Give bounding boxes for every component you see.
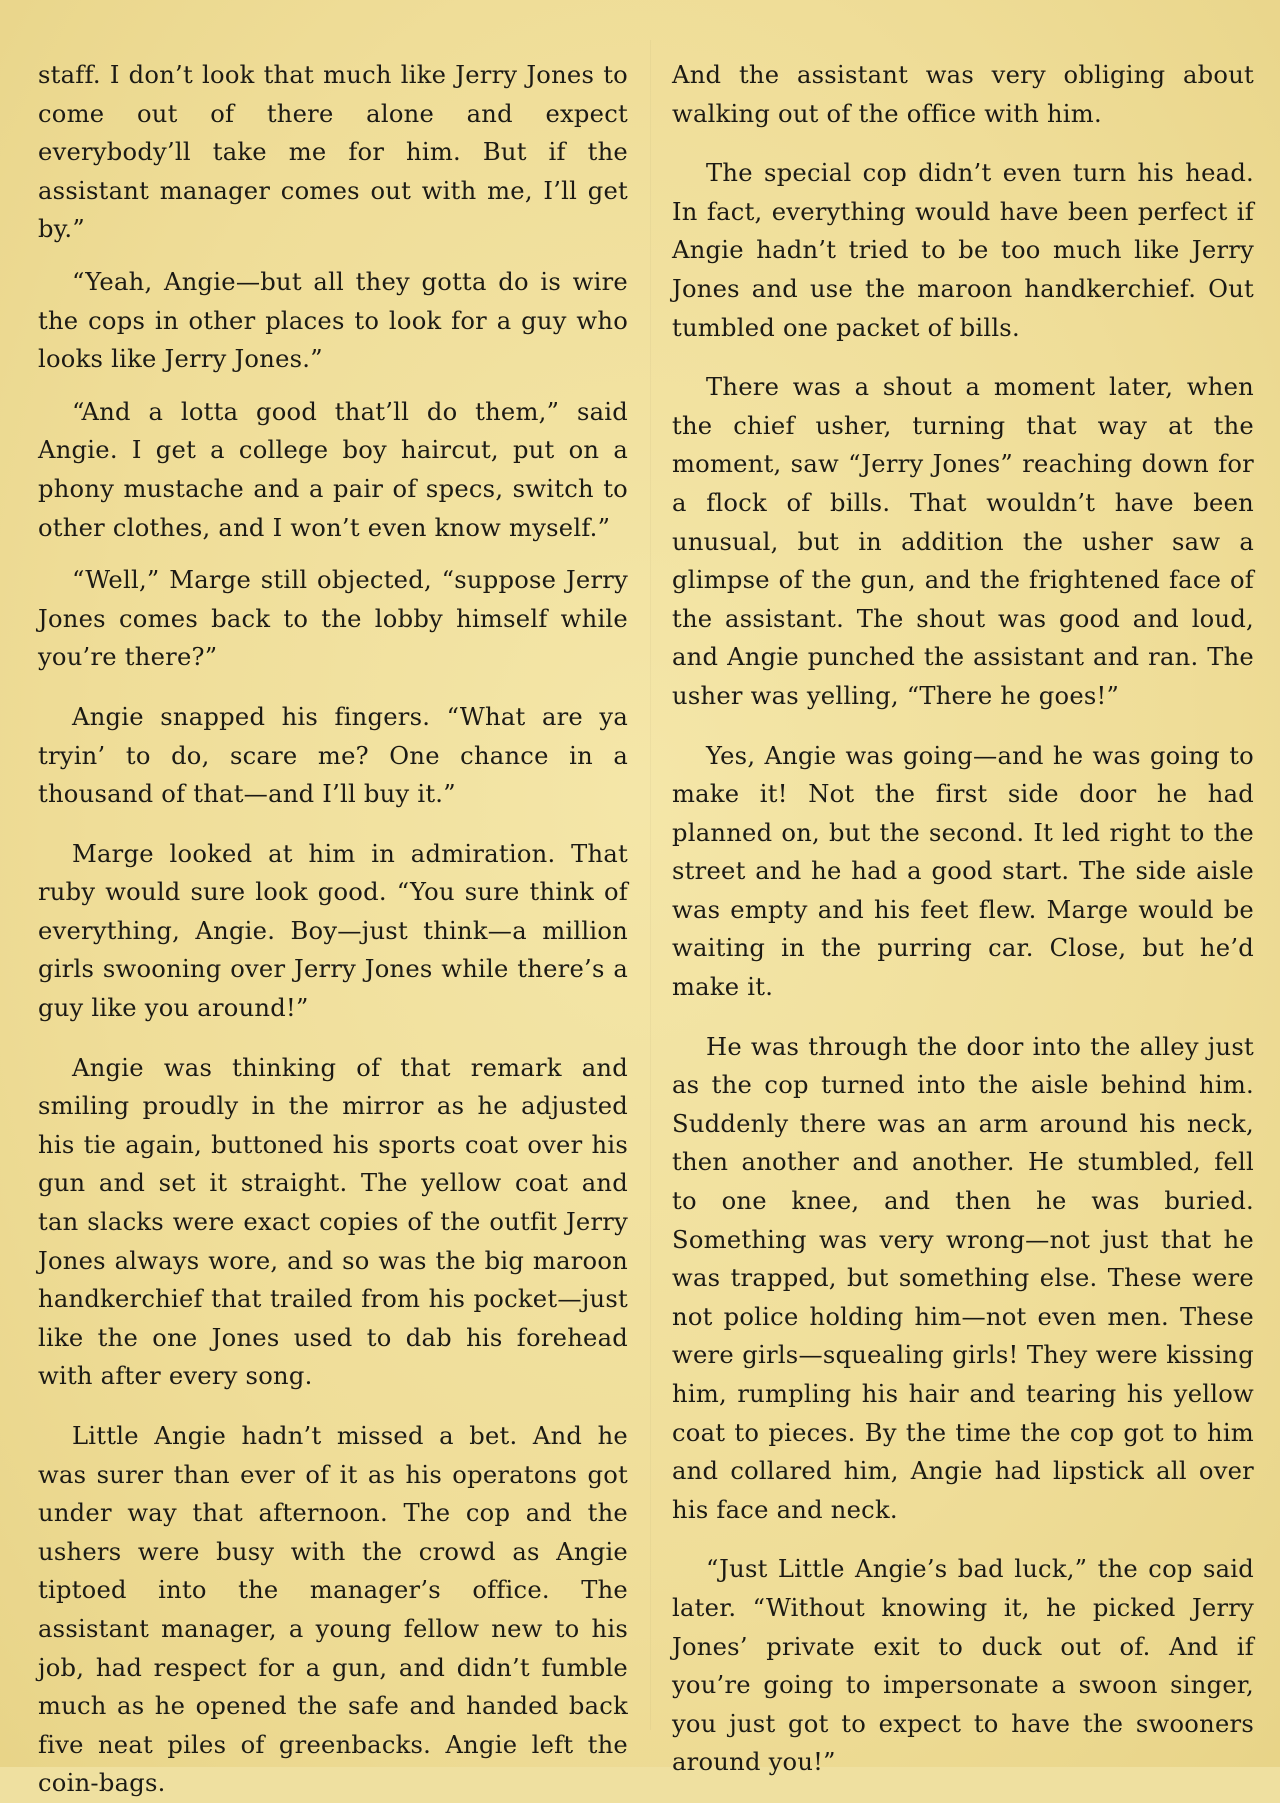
paragraph: “Yeah, Angie—but all they gotta do is wire the cops in other places to look for a guy who looks like Jerry Jones.” (38, 267, 628, 374)
paragraph: Yes, Angie was going—and he was going to make it! Not the first side door he had planned on, but the second. It led right to the street and he had a good start. The side aisle was empty and his feet flew. Marge would be waiting in the purring car. Close, but he’d make it. (672, 741, 1254, 1002)
paragraph: And the assistant was very obliging about walking out of the office with him. (672, 61, 1254, 128)
paragraph: “And a lotta good that’ll do them,” said Angie. I get a college boy haircut, put on a phony mustache and a pair of specs, switch to other clothes, and I won’t even know myself.” (38, 397, 628, 542)
paragraph: Angie was thinking of that remark and smiling proudly in the mirror as he adjusted his tie again, buttoned his sports coat over his gun and set it straight. The yellow coat and tan slacks were exact copies of the outfit Jerry Jones always wore, and so was the big maroon handkerchief that trailed from his pocket—just like the one Jones used to dab his forehead with after every song. (38, 1053, 628, 1391)
paragraph: “Well,” Marge still objected, “suppose Jerry Jones comes back to the lobby himself while you’re there?” (38, 566, 628, 672)
paragraph: staff. I don’t look that much like Jerry Jones to come out of there alone and expect everybody’ll take me for him. But if the assistant manager comes out with me, I’ll get by.” (38, 61, 628, 244)
paragraph: “Just Little Angie’s bad luck,” the cop said later. “Without knowing it, he picked Jerry Jones’ private exit to duck out of. And if you’re going to impersonate a swoon singer, you just got to expect to have the swooners around you!” (672, 1555, 1254, 1777)
paragraph: Angie snapped his fingers. “What are ya tryin’ to do, scare me? One chance in a thousand of that—and I’ll buy it.” (38, 702, 628, 809)
paragraph: He was through the door into the alley just as the cop turned into the aisle behind him. Suddenly there was an arm around his neck, then another and another. He stumbled, fell to one knee, and then he was buried. Something was very wrong—not just that he was trapped, but something else. These were not police holding him—not even men. These were girls—squealing girls! They were kissing him, rumpling his hair and tearing his yellow coat to pieces. By the time the cop got to him and collared him, Angie had lipstick all over his face and neck. (672, 1032, 1254, 1524)
right-column (672, 56, 1254, 1782)
column-gutter (650, 40, 651, 1730)
paragraph: There was a shout a moment later, when the chief usher, turning that way at the moment, saw “Jerry Jones” reaching down for a flock of bills. That wouldn’t have been unusual, but in addition the usher saw a glimpse of the gun, and the frightened face of the assistant. The shout was good and loud, and Angie punched the assistant and ran. The usher was yelling, “There he goes!” (672, 373, 1254, 710)
paragraph: Marge looked at him in admiration. That ruby would sure look good. “You sure think of everything, Angie. Boy—just think—a million girls swooning over Jerry Jones while there’s a guy like you around!” (38, 839, 628, 1023)
paragraph: Little Angie hadn’t missed a bet. And he was surer than ever of it as his operatons got under way that afternoon. The cop and the ushers were busy with the crowd as Angie tiptoed into the manager’s office. The assistant manager, a young fellow new to his job, had respect for a gun, and didn’t fumble much as he opened the safe and handed back five neat piles of greenbacks. Angie left the coin-bags. (38, 1422, 628, 1798)
paragraph: The special cop didn’t even turn his head. In fact, everything would have been perfect if Angie hadn’t tried to be too much like Jerry Jones and use the maroon handkerchief. Out tumbled one packet of bills. (672, 159, 1254, 342)
left-column (38, 56, 628, 1803)
